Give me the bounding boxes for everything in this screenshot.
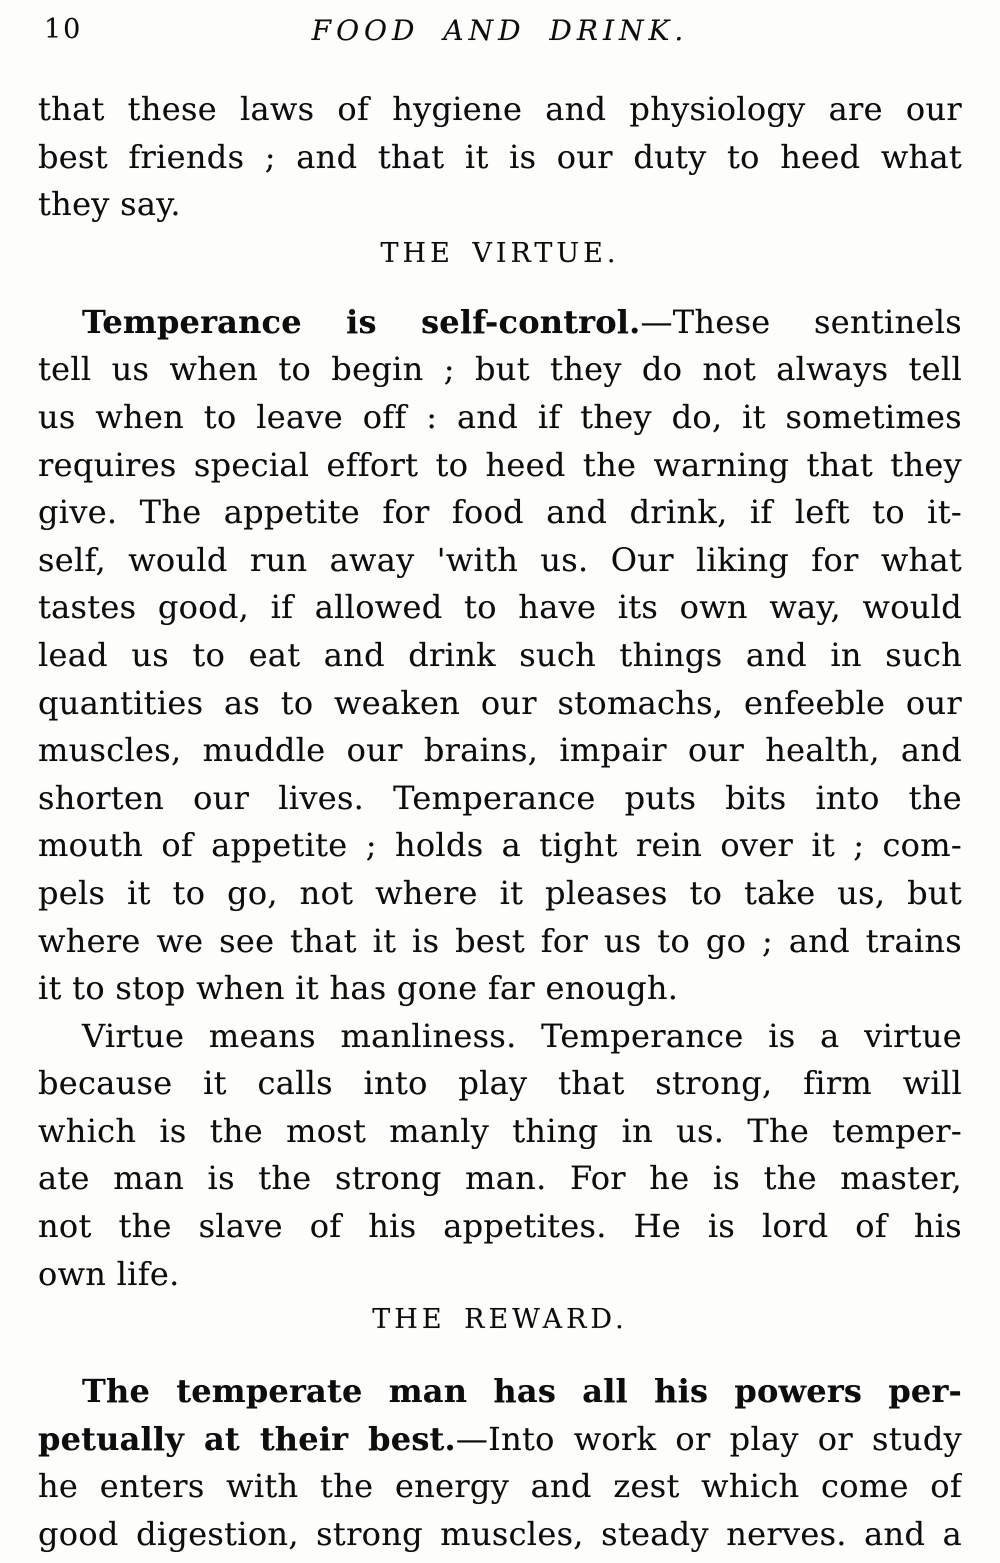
text-line: shorten our lives. Temperance puts bits into the <box>38 778 962 817</box>
text-line: pels it to go, not where it pleases to take us, but <box>38 873 962 912</box>
text-line: give. The appetite for food and drink, if left to it- <box>38 493 962 532</box>
bold-lead-text: petually at their best. <box>38 1419 456 1458</box>
text-line: lead us to eat and drink such things and in such <box>38 635 962 674</box>
text-line: tastes good, if allowed to have its own way, would <box>38 588 962 627</box>
section-heading-virtue: THE VIRTUE. <box>380 237 620 269</box>
paragraph-reward <box>38 1368 962 1558</box>
text-line: requires special effort to heed the warning that they <box>38 445 962 484</box>
text-span: —Into work or play or study <box>455 1419 962 1458</box>
text-line: own life. <box>38 1254 180 1293</box>
text-line: not the slave of his appetites. He is lord of his <box>38 1207 962 1246</box>
paragraph-virtue-manliness <box>38 1013 962 1299</box>
text-line: where we see that it is best for us to go ; and trains <box>38 921 962 960</box>
text-line <box>38 1368 962 1416</box>
text-line: quantities as to weaken our stomachs, enfeeble our <box>38 683 962 722</box>
bold-lead-text: Temperance is self-control. <box>82 302 641 341</box>
text-line: muscles, muddle our brains, impair our health, and <box>38 731 962 770</box>
paragraph-temperance <box>38 299 962 1013</box>
text-line: tell us when to begin ; but they do not always tell <box>38 350 962 389</box>
text-line: good digestion, strong muscles, steady nerves. and a <box>38 1515 962 1554</box>
bold-lead-text: The temperate man has all his powers per- <box>82 1372 962 1411</box>
running-head: FOOD AND DRINK. <box>311 14 689 47</box>
text-line: that these laws of hygiene and physiology are our <box>38 90 962 128</box>
text-line: mouth of appetite ; holds a tight rein over it ; com- <box>38 826 962 865</box>
text-line: ate man is the strong man. For he is the master, <box>38 1159 962 1198</box>
text-line: he enters with the energy and zest which come of <box>38 1467 962 1506</box>
text-line: which is the most manly thing in us. The temper- <box>38 1111 962 1150</box>
text-line: best friends ; and that it is our duty to heed what <box>38 137 962 176</box>
text-line: it to stop when it has gone far enough. <box>38 969 679 1008</box>
text-line: they say. <box>38 185 181 224</box>
paragraph-continuation <box>38 86 962 229</box>
text-line: us when to leave off : and if they do, it sometimes <box>38 397 962 436</box>
text-line: because it calls into play that strong, firm will <box>38 1064 962 1103</box>
text-line: self, would run away 'with us. Our liking for what <box>38 540 962 579</box>
page-number: 10 <box>44 14 83 45</box>
page-header <box>38 14 962 52</box>
text-line <box>38 299 962 347</box>
text-line <box>38 1416 962 1464</box>
text-span: —These sentinels <box>640 302 962 341</box>
text-line: Virtue means manliness. Temperance is a virtue <box>82 1016 962 1055</box>
section-heading-reward: THE REWARD. <box>372 1304 628 1336</box>
